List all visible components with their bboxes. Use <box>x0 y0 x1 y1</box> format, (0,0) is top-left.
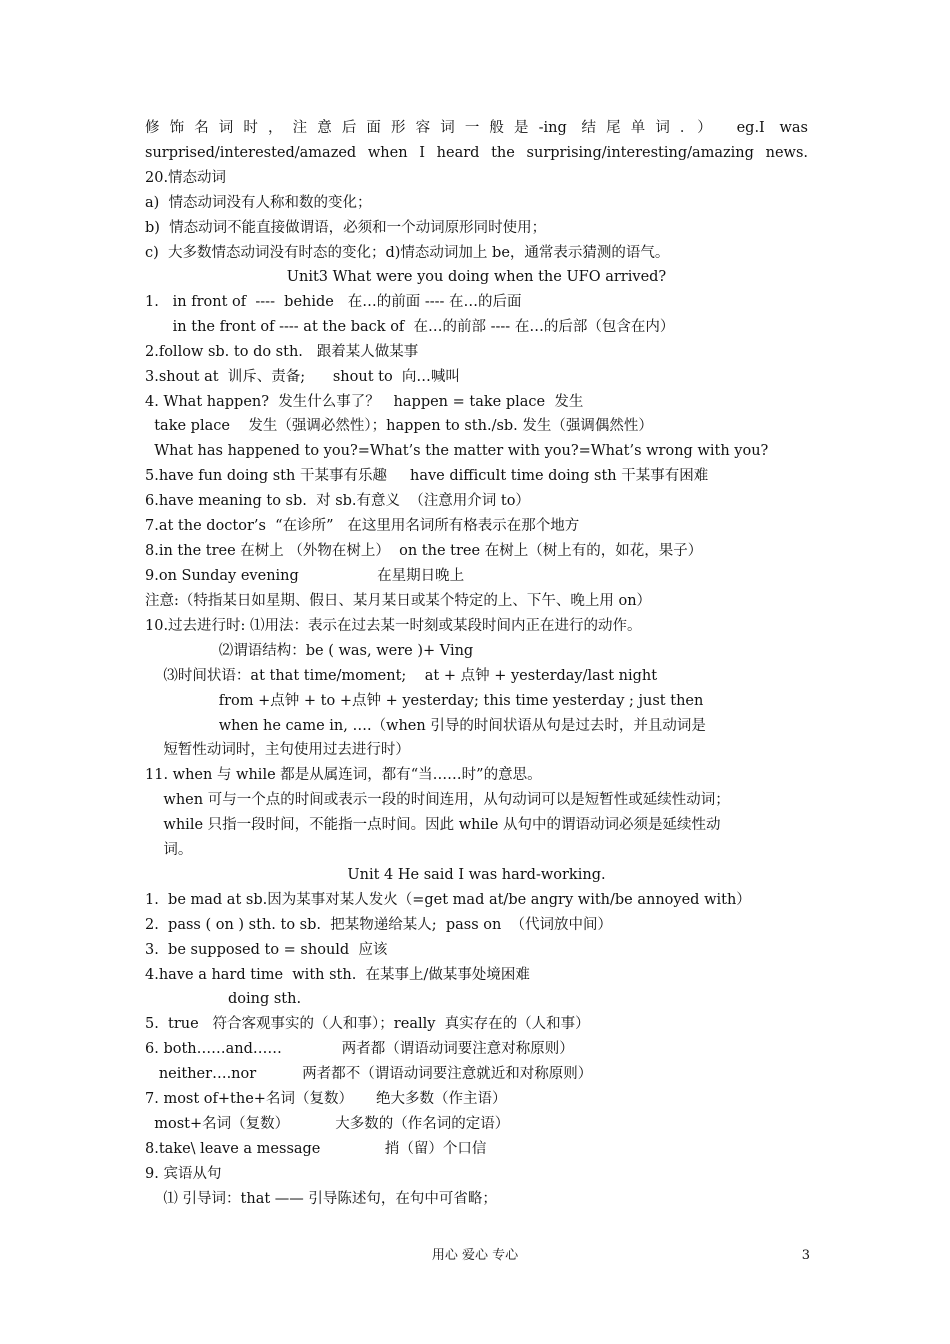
text-line: 3. be supposed to = should 应该 <box>145 942 388 958</box>
text-line: 8.in the tree 在树上 （外物在树上） on the tree 在树上（树上有的，如花，果子） <box>145 543 703 559</box>
text-line: 11. when 与 while 都是从属连词，都有“当……时”的意思。 <box>145 767 542 783</box>
unit-heading: Unit 4 He said I was hard-working. <box>347 867 606 883</box>
text-line: 5. true 符合客观事实的（人和事）；really 真实存在的（人和事） <box>145 1016 590 1032</box>
text-line: 修饰名词时，注意后面形容词一般是-ing 结尾单词．） eg.I was <box>145 120 808 136</box>
text-line: 9. 宾语从句 <box>145 1166 222 1182</box>
text-line: from +点钟 + to +点钟 + yesterday; this time yesterday ; just then <box>145 693 704 709</box>
text-line: 短暂性动词时，主句使用过去进行时） <box>145 742 410 758</box>
text-line: What has happened to you?=What’s the matter with you?=What’s wrong with you? <box>145 443 769 459</box>
text-line: a) 情态动词没有人称和数的变化； <box>145 195 372 211</box>
text-line: b) 情态动词不能直接做谓语，必须和一个动词原形同时使用； <box>145 220 547 236</box>
text-line: when 可与一个点的时间或表示一段的时间连用，从句动词可以是短暂性或延续性动词； <box>145 792 730 808</box>
text-line: 9.on Sunday evening 在星期日晚上 <box>145 568 465 584</box>
text-line: 词。 <box>145 842 193 858</box>
text-line: ⑴ 引导词：that —— 引导陈述句，在句中可省略； <box>145 1191 497 1207</box>
text-line: while 只指一段时间，不能指一点时间。因此 while 从句中的谓语动词必须是延续性动 <box>145 817 721 833</box>
page-footer: 用心 爱心 专心 <box>431 1248 519 1263</box>
text-line: take place 发生（强调必然性）；happen to sth./sb. 发生（强调偶然性） <box>145 418 653 434</box>
text-line: ⑵谓语结构：be ( was, were )+ Ving <box>145 643 474 659</box>
text-line: surprised/interested/amazed when I heard the surprising/interesting/amazing news. <box>145 145 808 161</box>
text-line: most+名词（复数） 大多数的（作名词的定语） <box>145 1116 510 1132</box>
text-line: 6.have meaning to sb. 对 sb.有意义 （注意用介词 to） <box>145 493 530 509</box>
text-line: 2. pass ( on ) sth. to sb. 把某物递给某人; pass on （代词放中间） <box>145 917 613 933</box>
text-line: ⑶时间状语：at that time/moment; at + 点钟 + yesterday/last night <box>145 668 658 684</box>
text-line: 8.take\ leave a message 捎（留）个口信 <box>145 1141 487 1157</box>
text-line: 1. in front of ---- behide 在…的前面 ---- 在…的后面 <box>145 294 522 310</box>
text-line: in the front of ---- at the back of 在…的前部 ---- 在…的后部（包含在内） <box>145 319 675 335</box>
note-line: 注意:（特指某日如星期、假日、某月某日或某个特定的上、下午、晚上用 on） <box>145 593 652 609</box>
text-line: 3.shout at 训斥、责备; shout to 向…喊叫 <box>145 369 460 385</box>
text-line: 4.have a hard time with sth. 在某事上/做某事处境困难 <box>145 967 530 983</box>
page-number: 3 <box>801 1248 810 1263</box>
text-line: 10.过去进行时: ⑴用法：表示在过去某一时刻或某段时间内正在进行的动作。 <box>145 618 642 634</box>
text-line: c) 大多数情态动词没有时态的变化；d)情态动词加上 be，通常表示猜测的语气。 <box>145 245 670 261</box>
text-line: when he came in, ….（when 引导的时间状语从句是过去时，并且动词是 <box>145 718 706 734</box>
text-line: doing sth. <box>145 991 302 1007</box>
unit-heading: Unit3 What were you doing when the UFO arrived? <box>286 269 667 285</box>
text-line: 4. What happen? 发生什么事了？ happen = take place 发生 <box>145 394 584 410</box>
text-line: neither….nor 两者都不（谓语动词要注意就近和对称原则） <box>145 1066 593 1082</box>
text-line: 7. most of+the+名词（复数） 绝大多数（作主语） <box>145 1091 507 1107</box>
text-line: 2.follow sb. to do sth. 跟着某人做某事 <box>145 344 419 360</box>
text-line: 7.at the doctor’s “在诊所” 在这里用名词所有格表示在那个地方 <box>145 518 580 534</box>
section-heading: 20.情态动词 <box>145 170 227 186</box>
text-line: 5.have fun doing sth 干某事有乐趣 have difficult time doing sth 干某事有困难 <box>145 468 709 484</box>
text-line: 1. be mad at sb.因为某事对某人发火（=get mad at/be angry with/be annoyed with） <box>145 892 751 908</box>
text-line: 6. both……and…… 两者都（谓语动词要注意对称原则） <box>145 1041 574 1057</box>
